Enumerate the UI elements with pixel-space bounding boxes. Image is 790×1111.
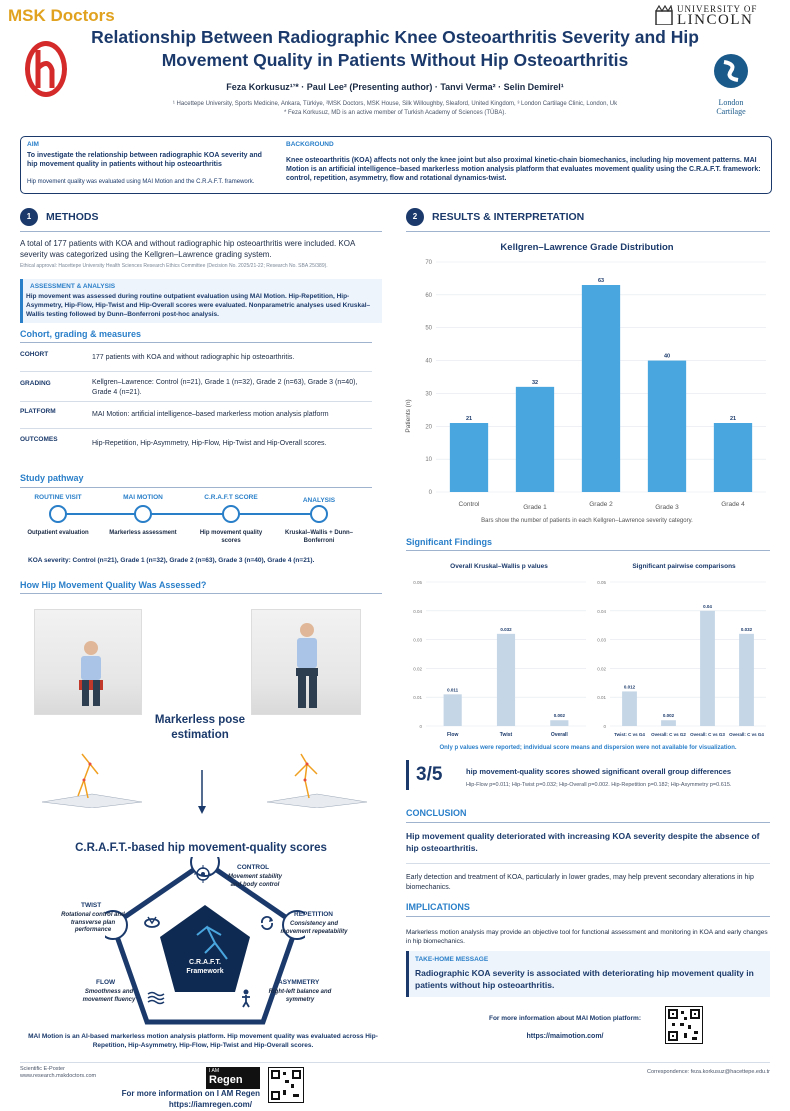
- craft-asymmetry-text: Right-left balance and symmetry: [268, 989, 332, 1003]
- fraction-bar: [406, 760, 409, 790]
- regen-info: For more information on I AM Regen: [121, 1089, 260, 1098]
- bar: [622, 691, 637, 726]
- results-title: RESULTS & INTERPRETATION: [432, 211, 585, 223]
- x-tick-label: Overall: [550, 732, 568, 738]
- lincoln-crest-icon: [655, 5, 673, 25]
- conclusion-rule: [406, 822, 770, 823]
- implications-rule: [406, 916, 770, 917]
- poster-title: Relationship Between Radiographic Knee Osteoarthritis Severity and Hip Movement Quality in Patients Without Hip Osteoarthritis: [91, 27, 699, 70]
- step-1-header: ROUTINE VISIT: [34, 494, 82, 501]
- step-4-text: Kruskal–Wallis + Dunn–Bonferroni: [285, 530, 353, 544]
- aim-text: To investigate the relationship between radiographic KOA severity and hip movement quality in patients without hip osteoarthritis: [27, 152, 262, 168]
- data-label: 0.002: [553, 713, 565, 719]
- x-tick-label: Grade 1: [523, 504, 547, 511]
- data-label: 40: [663, 353, 671, 360]
- y-tick-label: 0: [603, 724, 606, 729]
- results-number: 2: [406, 208, 424, 226]
- patient-photo-front: [34, 609, 142, 715]
- kl-chart-title: Kellgren–Lawrence Grade Distribution: [500, 242, 674, 253]
- bar: [648, 361, 686, 492]
- take-home-label: TAKE-HOME MESSAGE: [415, 956, 489, 963]
- y-tick-label: 50: [425, 325, 432, 332]
- craft-control-text: Movement stability and body control: [227, 874, 282, 888]
- background-label: BACKGROUND: [286, 141, 334, 148]
- y-tick-label: 20: [425, 424, 432, 431]
- bar: [516, 387, 554, 492]
- skeleton-grid-left: [32, 752, 144, 808]
- x-tick-label: Grade 4: [721, 501, 745, 508]
- step-3-text: Hip movement quality scores: [199, 530, 263, 544]
- step-2-header: MAI MOTION: [123, 494, 163, 501]
- footer-rule: [20, 1062, 770, 1063]
- y-tick-label: 0.01: [597, 695, 606, 701]
- ethics-note: Ethical approval: Hacettepe University Health Sciences Research Ethics Committee (Decision No. 2025/21-22; Research No. SBA 25/389).: [20, 263, 328, 269]
- y-tick-label: 0.01: [413, 695, 422, 701]
- x-tick-label: Overall: C vs G3: [690, 732, 725, 737]
- correspondence: Correspondence: feza.korkusuz@hacettepe.edu.tr: [647, 1069, 770, 1075]
- craft-note: MAI Motion is an AI-based markerless motion analysis platform. Hip movement quality was evaluated across Hip-Repetition, Hip-Asymmetry, Hip-Flow, Hip-Twist and Hip-Overall scores.: [28, 1033, 378, 1049]
- y-tick-label: 0.04: [597, 608, 606, 614]
- y-tick-label: 0.05: [597, 580, 606, 585]
- data-label: 0.04: [703, 603, 712, 609]
- y-tick-label: 0.02: [413, 666, 422, 672]
- authors: Feza Korkusuz¹ʼ* · Paul Lee² (Presenting author) · Tanvi Verma² · Selin Demirel¹: [226, 82, 564, 92]
- pairwise-chart: [588, 558, 772, 740]
- koa-severity-line: KOA severity: Control (n=21), Grade 1 (n=32), Grade 2 (n=63), Grade 3 (n=40), Grade 4 (n=21).: [28, 557, 315, 564]
- qr-code-icon: [665, 1006, 703, 1044]
- person-icon: [238, 988, 254, 1008]
- methods-number: 1: [20, 208, 38, 226]
- implications-title: IMPLICATIONS: [406, 902, 470, 912]
- x-tick-label: Grade 3: [655, 504, 679, 511]
- lincoln-logo-top: UNIVERSITY OF: [677, 4, 758, 14]
- craft-title: C.R.A.F.T.-based hip movement-quality scores: [75, 842, 327, 854]
- cohort-rule: [20, 342, 372, 343]
- bar: [450, 423, 488, 492]
- london-cartilage-logo-icon: [712, 52, 750, 98]
- take-home-text: Radiographic KOA severity is associated with deteriorating hip movement quality in patients without hip osteoarthritis.: [415, 968, 754, 990]
- background-text: Knee osteoarthritis (KOA) affects not only the knee joint but also proximal kinetic-chain biomechanics, including hip movement patterns. MAI Motion is an artificial intelligence–based markerless motion analysis platform that evaluates movement quality using the C.R.A.F.T. framework: control, repetition, asymmetry, flow and rotational dynamics-twist.: [286, 157, 761, 182]
- flow-waves-icon: [147, 991, 165, 1005]
- msk-doctors-logo: MSK Doctors: [8, 6, 115, 25]
- x-tick-label: Twist: C vs G4: [614, 732, 645, 737]
- y-tick-label: 0.05: [413, 580, 422, 585]
- how-rule: [20, 593, 382, 594]
- craft-flow-text: Smoothness and movement fluency: [82, 989, 136, 1003]
- craft-control-label: CONTROL: [237, 864, 270, 871]
- fraction-text: hip movement-quality scores showed significant overall group differences: [466, 767, 732, 776]
- x-tick-label: Twist: [499, 732, 513, 738]
- methods-title: METHODS: [46, 211, 99, 223]
- craft-center: C.R.A.F.T. Framework: [186, 959, 224, 975]
- regen-logo: I AM Regen: [206, 1067, 260, 1089]
- kl-chart-ylabel: Patients (n): [405, 399, 412, 433]
- y-tick-label: 0.03: [413, 637, 422, 643]
- bar: [714, 423, 752, 492]
- data-label: 0.032: [740, 626, 753, 632]
- kl-chart-caption: Bars show the number of patients in each Kellgren–Lawrence severity category.: [481, 518, 693, 524]
- lincoln-logo-main: LINCOLN: [677, 12, 754, 28]
- implications-text: Markerless motion analysis may provide an objective tool for functional assessment and monitoring in KOA and early changes in hip biomechanics.: [406, 929, 768, 945]
- y-tick-label: 0.02: [597, 666, 606, 672]
- footer-left-2: www.research.mskdoctors.com: [20, 1073, 97, 1079]
- step-1-dot: [49, 505, 67, 523]
- conclusion-main: Hip movement quality deteriorated with increasing KOA severity despite the absence of hip osteoarthritis.: [406, 831, 760, 853]
- step-3-dot: [222, 505, 240, 523]
- conclusion-text: Early detection and treatment of KOA, particularly in lower grades, may help prevent secondary alterations in hip biomechanics.: [406, 874, 754, 891]
- methods-intro: A total of 177 patients with KOA and without radiographic hip osteoarthritis were included. KOA severity was categorized using the Kellgren–Lawrence grading system.: [20, 239, 355, 259]
- data-label: 0.032: [500, 626, 512, 632]
- x-tick-label: Flow: [446, 732, 459, 738]
- london-cartilage-text-2: Cartilage: [716, 107, 746, 116]
- pathway-rule: [20, 487, 372, 488]
- sig-note: Only p values were reported; individual score means and dispersion were not available for visualization.: [439, 745, 737, 751]
- regen-qr-code-icon: [268, 1067, 304, 1103]
- table-row: PLATFORM MAI Motion: artificial intelligence–based markerless motion analysis platform: [20, 402, 372, 429]
- bar: [661, 720, 676, 726]
- step-1-text: Outpatient evaluation: [27, 530, 89, 536]
- data-label: 63: [597, 278, 605, 284]
- craft-repetition-label: REPETITION: [294, 911, 334, 918]
- arrow-down-icon: [198, 770, 206, 814]
- cohort-title: Cohort, grading & measures: [20, 329, 142, 339]
- craft-repetition-text: Consistency and movement repeatability: [280, 921, 348, 935]
- craft-flow-label: FLOW: [96, 979, 116, 986]
- table-row: COHORT 177 patients with KOA and without radiographic hip osteoarthritis.: [20, 344, 372, 372]
- sig-findings-title: Significant Findings: [406, 537, 492, 547]
- methods-rule: [20, 231, 382, 232]
- fraction-value: 3/5: [416, 764, 443, 785]
- hacettepe-logo: [22, 38, 70, 100]
- craft-asymmetry-label: ASYMMETRY: [278, 979, 320, 986]
- results-rule: [406, 231, 770, 232]
- pairwise-chart-title: Significant pairwise comparisons: [632, 563, 736, 570]
- kw-pvalue-chart: [404, 558, 590, 740]
- twist-icon: [143, 915, 161, 931]
- y-tick-label: 0: [428, 490, 432, 496]
- step-2-dot: [134, 505, 152, 523]
- y-tick-label: 60: [425, 292, 432, 299]
- step-3-header: C.R.A.F.T SCORE: [204, 494, 258, 501]
- craft-twist-text: Rotational control and transverse plan performance: [61, 912, 125, 933]
- x-tick-label: Overall: C vs G4: [729, 732, 764, 737]
- table-row: GRADING Kellgren–Lawrence: Control (n=21), Grade 1 (n=32), Grade 2 (n=63), Grade 3 (n=40), Grade 4 (n=21).: [20, 372, 372, 402]
- repeat-icon: [258, 914, 276, 932]
- step-4-dot: [310, 505, 328, 523]
- step-2-text: Markerless assessment: [109, 530, 177, 536]
- data-label: 0.011: [447, 687, 459, 693]
- sig-rule: [406, 550, 770, 551]
- data-label: 0.012: [623, 684, 636, 690]
- more-info-text: For more information about MAI Motion platform:: [488, 1015, 641, 1022]
- pathway-line: [58, 513, 320, 515]
- step-4-header: ANALYSIS: [302, 497, 336, 504]
- markerless-label: Markerless pose estimation: [154, 714, 246, 741]
- y-tick-label: 0.03: [597, 637, 606, 643]
- how-assessed-title: How Hip Movement Quality Was Assessed?: [20, 580, 207, 590]
- skeleton-grid-right: [257, 752, 369, 808]
- y-tick-label: 30: [425, 391, 432, 398]
- bar: [739, 634, 754, 726]
- fraction-sub: Hip-Flow p=0.011; Hip-Twist p=0.032; Hip-Overall p=0.002. Hip-Repetition p=0.182; Hip-Asymmetry p=0.615.: [466, 782, 732, 788]
- aim-sub: Hip movement quality was evaluated using MAI Motion and the C.R.A.F.T. framework.: [27, 179, 255, 185]
- y-tick-label: 0.04: [413, 608, 422, 614]
- affiliations: ¹ Hacettepe University, Sports Medicine, Ankara, Türkiye, ²MSK Doctors, MSK House, Silk Willoughby, Sleaford, United Kingdom, ³ London Cartilage Clinic, London, Uk * Feza Korkusuz, MD is an active member of Turkish Academy of Sciences (TÜBA).: [172, 101, 618, 116]
- y-tick-label: 70: [425, 260, 432, 266]
- data-label: 0.002: [662, 713, 675, 719]
- y-tick-label: 40: [425, 358, 432, 365]
- aim-label: AIM: [27, 141, 39, 148]
- y-tick-label: 10: [425, 457, 432, 464]
- assessment-label: ASSESSMENT & ANALYSIS: [30, 283, 116, 290]
- table-row: OUTCOMES Hip-Repetition, Hip-Asymmetry, Hip-Flow, Hip-Twist and Hip-Overall scores.: [20, 436, 327, 447]
- bar: [550, 720, 568, 726]
- assessment-text: Hip movement was assessed during routine outpatient evaluation using MAI Motion. Hip-Repetition, Hip-Asymmetry, Hip-Flow, Hip-Twist and Hip-Overall scores were evaluated. Nonparametric analyses used Kruskal–Wallis testing followed by Dunn–Bonferroni post-hoc analysis.: [26, 293, 371, 318]
- bar: [582, 285, 620, 492]
- pathway-title: Study pathway: [20, 473, 84, 483]
- craft-twist-label: TWIST: [81, 902, 102, 909]
- bar: [444, 694, 462, 726]
- footer-left-1: Scientific E-Poster: [20, 1066, 65, 1072]
- maimotion-link[interactable]: https://maimotion.com/: [526, 1033, 604, 1040]
- kl-grade-chart: [400, 236, 772, 530]
- bar: [700, 611, 715, 726]
- y-tick-label: 0: [419, 724, 422, 729]
- patient-photo-side: [251, 609, 361, 715]
- data-label: 21: [465, 416, 473, 422]
- london-cartilage-text-1: London: [718, 98, 744, 107]
- target-icon: [193, 864, 213, 884]
- data-label: 21: [729, 416, 737, 422]
- data-label: 32: [531, 379, 539, 386]
- conclusion-title: CONCLUSION: [406, 808, 467, 818]
- conclusion-divider: [406, 863, 770, 864]
- regen-link[interactable]: https://iamregen.com/: [168, 1100, 252, 1109]
- x-tick-label: Control: [458, 501, 480, 508]
- x-tick-label: Overall: C vs G2: [651, 732, 686, 737]
- bar: [497, 634, 515, 726]
- x-tick-label: Grade 2: [589, 501, 613, 508]
- kw-chart-title: Overall Kruskal–Wallis p values: [450, 563, 548, 570]
